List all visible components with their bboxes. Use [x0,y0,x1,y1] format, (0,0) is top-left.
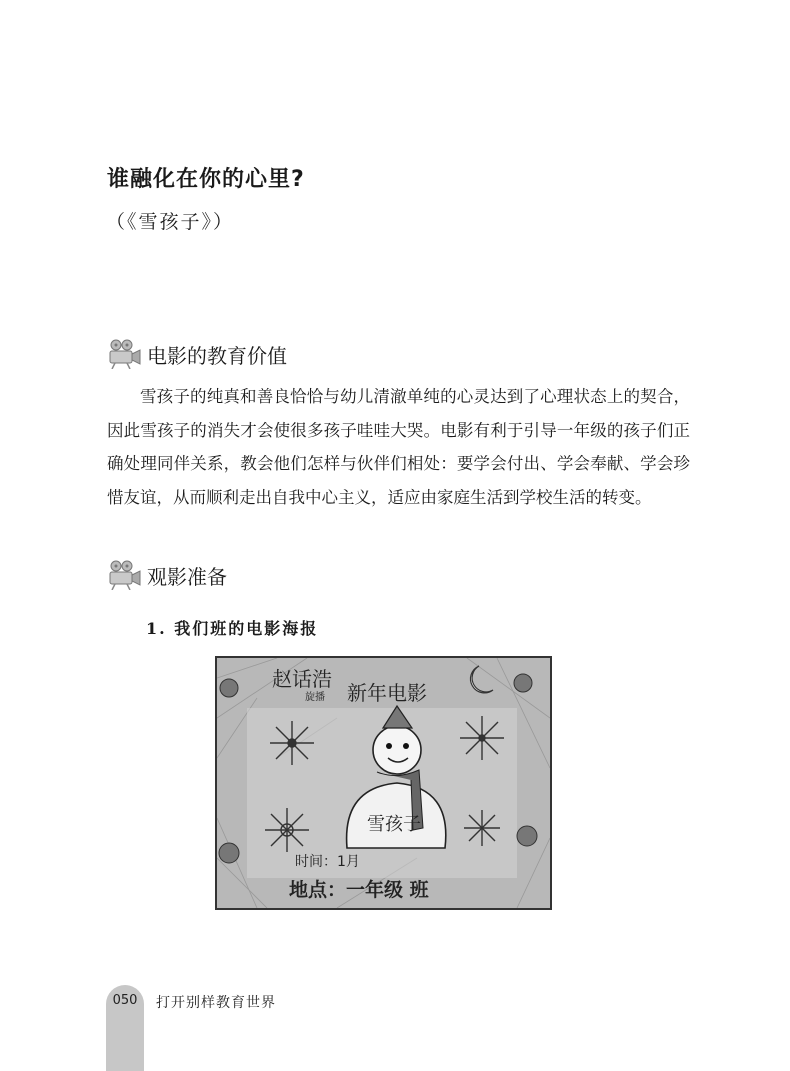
section-education-value [107,339,287,369]
poster-banner: 新年电影 [347,681,427,705]
page-number: 050 [112,993,138,1008]
section-title: 观影准备 [147,564,227,589]
film-camera-icon [107,339,141,369]
section-title: 电影的教育价值 [147,343,287,368]
poster-top-small: 旋播 [305,692,325,703]
poster-heading: 1. 我们班的电影海报 [146,619,319,638]
section-preparation [107,560,227,590]
poster-top-text: 赵话浩 [272,667,332,691]
poster-time: 时间：1月 [295,854,360,870]
snowman-label: 雪孩子 [367,814,421,835]
poster-place: 地点：一年级 班 [289,879,429,901]
article-title: 谁融化在你的心里? [107,167,305,192]
section-body: 雪孩子的纯真和善良恰恰与幼儿清澈单纯的心灵达到了心理状态上的契合，因此雪孩子的消失才会使很多孩子哇哇大哭。电影有利于引导一年级的孩子们正确处理同伴关系，教会他们怎样与伙伴们相处：要学会付出、学会奉献、学会珍惜友谊，从而顺利走出自我中心主义，适应由家庭生活到学校生活的转变。 [107,387,690,507]
film-name: （《雪孩子》） [106,211,235,233]
class-movie-poster [215,656,552,910]
running-book-title: 打开别样教育世界 [156,995,276,1011]
film-camera-icon [107,560,141,590]
